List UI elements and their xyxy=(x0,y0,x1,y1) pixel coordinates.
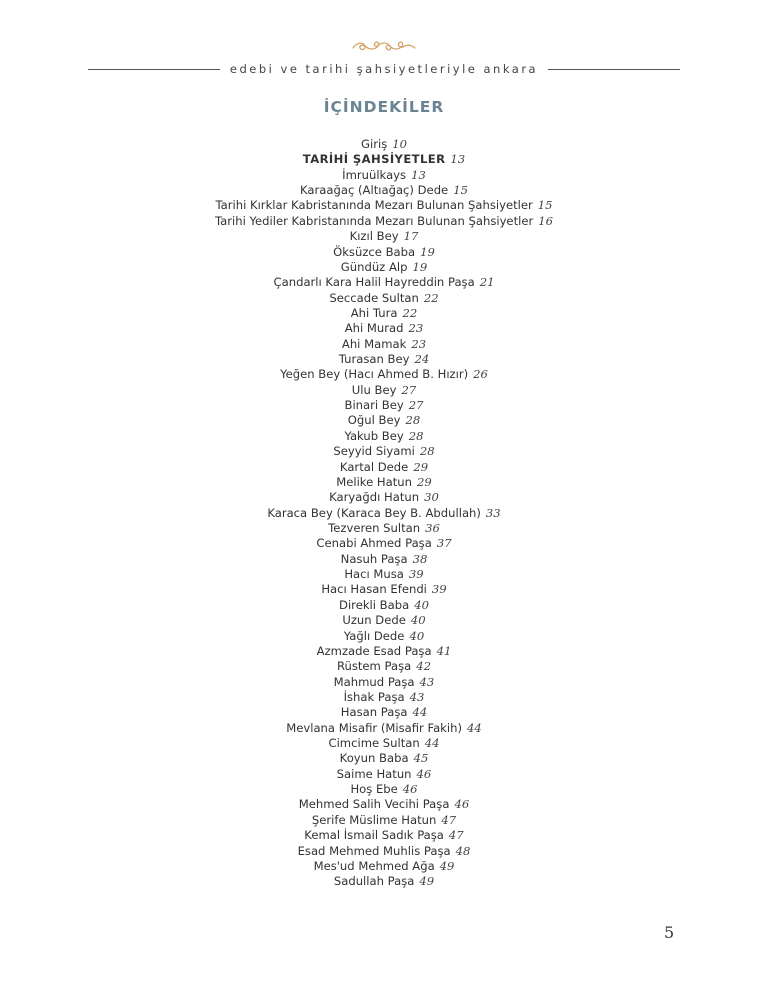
toc-entry-page: 29 xyxy=(417,474,432,489)
toc-entry-page: 45 xyxy=(413,751,429,766)
toc-entry-title: Tarihi Yediler Kabristanında Mezarı Bulunan Şahsiyetler xyxy=(214,213,534,228)
toc-entry-title: Rüstem Paşa xyxy=(336,659,412,674)
toc-entry-page: 46 xyxy=(402,782,418,797)
toc-entry-page: 17 xyxy=(403,229,419,244)
toc-entry-title: Koyun Baba xyxy=(339,751,409,766)
toc-entry-page: 49 xyxy=(419,874,435,889)
toc-entry[interactable] xyxy=(0,291,768,306)
toc-entry[interactable] xyxy=(0,828,768,843)
toc-entry[interactable] xyxy=(0,444,768,459)
toc-entry-title: Hacı Hasan Efendi xyxy=(321,582,427,597)
toc-entry[interactable] xyxy=(0,705,768,720)
toc-entry-title: Ahi Tura xyxy=(350,305,398,320)
toc-entry[interactable] xyxy=(0,521,768,536)
toc-entry-title: Giriş xyxy=(361,137,388,151)
toc-entry[interactable] xyxy=(0,337,768,352)
toc-entry-page: 39 xyxy=(408,567,424,582)
toc-entry-title: TARİHİ ŞAHSİYETLER xyxy=(302,152,446,167)
toc-entry[interactable] xyxy=(0,245,768,260)
toc-entry-title: Hoş Ebe xyxy=(350,782,398,797)
toc-entry[interactable] xyxy=(0,644,768,659)
toc-entry[interactable] xyxy=(0,598,768,613)
toc-entry-page: 28 xyxy=(419,444,435,459)
toc-list xyxy=(0,137,768,890)
toc-entry[interactable] xyxy=(0,613,768,628)
toc-entry[interactable] xyxy=(0,675,768,690)
toc-entry-title: Karaca Bey (Karaca Bey B. Abdullah) xyxy=(267,505,481,520)
toc-entry[interactable] xyxy=(0,429,768,444)
toc-entry-page: 44 xyxy=(412,705,428,720)
toc-entry-page: 48 xyxy=(455,843,471,858)
toc-entry-title: Hacı Musa xyxy=(344,567,404,582)
toc-entry-title: Cimcime Sultan xyxy=(328,736,420,751)
toc-entry-page: 33 xyxy=(485,505,501,520)
toc-entry[interactable] xyxy=(0,797,768,812)
toc-entry-title: Yakub Bey xyxy=(344,428,404,443)
toc-entry[interactable] xyxy=(0,260,768,275)
toc-entry[interactable] xyxy=(0,844,768,859)
toc-entry-page: 46 xyxy=(416,766,432,781)
toc-entry-title: Karaağaç (Altıağaç) Dede xyxy=(300,183,449,198)
toc-entry[interactable] xyxy=(0,690,768,705)
toc-entry-page: 37 xyxy=(436,536,452,551)
toc-entry-title: Direkli Baba xyxy=(339,597,410,612)
toc-entry-title: Çandarlı Kara Halil Hayreddin Paşa xyxy=(273,275,475,290)
toc-entry-title: Şerife Müslime Hatun xyxy=(311,812,437,827)
toc-entry[interactable] xyxy=(0,229,768,244)
toc-entry-page: 28 xyxy=(405,413,421,428)
toc-entry-title: Ahi Mamak xyxy=(341,336,407,351)
toc-entry-title: Kartal Dede xyxy=(339,459,409,474)
toc-entry[interactable] xyxy=(0,321,768,336)
toc-entry[interactable] xyxy=(0,859,768,874)
toc-entry-title: Saime Hatun xyxy=(336,766,412,781)
toc-entry[interactable] xyxy=(0,490,768,505)
toc-entry-title: İmruülkays xyxy=(342,167,407,182)
toc-entry[interactable] xyxy=(0,214,768,229)
toc-entry-page: 43 xyxy=(419,674,435,689)
toc-entry-page: 22 xyxy=(423,290,439,305)
toc-entry-title: Yeğen Bey (Hacı Ahmed B. Hızır) xyxy=(280,367,469,382)
toc-entry-title: Mevlana Misafir (Misafir Fakih) xyxy=(286,720,462,735)
toc-entry-title: Tezveren Sultan xyxy=(328,520,421,535)
toc-entry-page: 15 xyxy=(537,198,553,213)
toc-entry-page: 49 xyxy=(439,858,455,873)
toc-entry-title: Cenabi Ahmed Paşa xyxy=(316,536,432,551)
running-title: edebi ve tarihi şahsiyetleriyle ankara xyxy=(229,62,539,76)
toc-entry-title: Sadullah Paşa xyxy=(333,874,415,889)
toc-entry-title: Kızıl Bey xyxy=(349,229,399,244)
toc-entry[interactable] xyxy=(0,506,768,521)
toc-entry[interactable] xyxy=(0,183,768,198)
toc-entry-page: 24 xyxy=(414,352,430,367)
toc-entry-page: 27 xyxy=(401,382,417,397)
toc-entry[interactable] xyxy=(0,552,768,567)
header-ornament xyxy=(0,38,768,56)
toc-entry-page: 19 xyxy=(420,244,435,259)
toc-entry[interactable] xyxy=(0,168,768,183)
toc-entry-page: 42 xyxy=(416,659,432,674)
toc-entry-page: 47 xyxy=(441,812,457,827)
toc-entry-title: Kemal İsmail Sadık Paşa xyxy=(304,828,444,843)
toc-entry[interactable] xyxy=(0,813,768,828)
toc-title: İÇİNDEKİLER xyxy=(323,98,445,116)
toc-entry-page: 43 xyxy=(409,689,425,704)
toc-entry[interactable] xyxy=(0,767,768,782)
toc-entry-page: 28 xyxy=(408,428,424,443)
toc-entry-page: 44 xyxy=(466,720,482,735)
toc-entry-page: 44 xyxy=(424,736,440,751)
toc-entry-page: 13 xyxy=(411,167,426,182)
toc-entry-page: 46 xyxy=(454,797,470,812)
toc-entry-page: 21 xyxy=(479,275,495,290)
toc-entry-title: Melike Hatun xyxy=(336,474,412,489)
toc-entry-page: 16 xyxy=(538,213,554,228)
toc-entry[interactable] xyxy=(0,352,768,367)
toc-entry-title: Seyyid Siyami xyxy=(333,444,415,459)
toc-entry[interactable] xyxy=(0,306,768,321)
running-header xyxy=(88,60,680,78)
toc-entry[interactable] xyxy=(0,198,768,213)
toc-entry-page: 27 xyxy=(408,398,424,413)
toc-entry-title: Karyağdı Hatun xyxy=(329,490,420,505)
toc-entry[interactable] xyxy=(0,629,768,644)
toc-entry-page: 10 xyxy=(392,137,407,151)
toc-entry[interactable] xyxy=(0,275,768,290)
toc-entry[interactable] xyxy=(0,460,768,475)
toc-entry-title: Ahi Murad xyxy=(344,321,404,336)
toc-entry[interactable] xyxy=(0,721,768,736)
toc-entry-title: Ulu Bey xyxy=(351,382,397,397)
toc-entry[interactable] xyxy=(0,582,768,597)
toc-entry[interactable] xyxy=(0,475,768,490)
toc-entry-title: Gündüz Alp xyxy=(340,259,408,274)
toc-entry-title: Tarihi Kırklar Kabristanında Mezarı Bulunan Şahsiyetler xyxy=(215,198,533,213)
toc-entry-page: 40 xyxy=(409,628,425,643)
toc-entry-title: Esad Mehmed Muhlis Paşa xyxy=(297,843,451,858)
toc-entry[interactable] xyxy=(0,782,768,797)
toc-entry-title: Binari Bey xyxy=(344,398,404,413)
header-rule-left xyxy=(88,69,220,70)
toc-entry-page: 36 xyxy=(425,520,440,535)
toc-entry-page: 39 xyxy=(431,582,447,597)
toc-entry-page: 40 xyxy=(414,597,429,612)
toc-entry-title: Nasuh Paşa xyxy=(340,551,408,566)
toc-entry-page: 47 xyxy=(448,828,464,843)
toc-entry[interactable] xyxy=(0,383,768,398)
toc-entry-page: 38 xyxy=(412,551,428,566)
toc-entry[interactable] xyxy=(0,398,768,413)
toc-entry-page: 13 xyxy=(450,152,466,167)
toc-entry-page: 29 xyxy=(413,459,429,474)
toc-entry[interactable] xyxy=(0,367,768,382)
toc-entry[interactable] xyxy=(0,751,768,766)
toc-entry-title: Mehmed Salih Vecihi Paşa xyxy=(298,797,450,812)
toc-entry-title: Yağlı Dede xyxy=(343,628,405,643)
toc-entry-page: 41 xyxy=(436,643,452,658)
toc-entry-title: Uzun Dede xyxy=(342,613,406,628)
toc-entry-page: 22 xyxy=(402,305,418,320)
toc-entry[interactable] xyxy=(0,413,768,428)
toc-entry-page: 23 xyxy=(408,321,424,336)
scroll-flourish-icon xyxy=(351,38,417,56)
toc-entry-title: İshak Paşa xyxy=(343,689,405,704)
toc-entry[interactable] xyxy=(0,659,768,674)
toc-entry-title: Azmzade Esad Paşa xyxy=(316,643,432,658)
header-rule-right xyxy=(548,69,680,70)
toc-entry-title: Turasan Bey xyxy=(338,352,410,367)
toc-entry[interactable] xyxy=(0,736,768,751)
toc-entry-page: 15 xyxy=(453,183,468,198)
toc-entry-page: 26 xyxy=(473,367,488,382)
toc-entry[interactable] xyxy=(0,536,768,551)
page-number: 5 xyxy=(664,923,675,942)
toc-entry-page: 30 xyxy=(424,490,439,505)
toc-entry[interactable] xyxy=(0,137,768,152)
toc-entry[interactable] xyxy=(0,567,768,582)
toc-entry-title: Öksüzce Baba xyxy=(333,244,416,259)
toc-entry[interactable] xyxy=(0,874,768,889)
toc-entry-title: Oğul Bey xyxy=(347,413,401,428)
toc-entry-page: 19 xyxy=(412,259,428,274)
toc-entry-title: Mes'ud Mehmed Ağa xyxy=(313,858,435,873)
toc-entry-page: 40 xyxy=(410,613,426,628)
toc-entry-title: Hasan Paşa xyxy=(340,705,408,720)
toc-entry-title: Mahmud Paşa xyxy=(333,674,415,689)
toc-entry-title: Seccade Sultan xyxy=(329,290,419,305)
toc-entry-page: 23 xyxy=(411,336,427,351)
toc-section-entry[interactable] xyxy=(0,152,768,167)
